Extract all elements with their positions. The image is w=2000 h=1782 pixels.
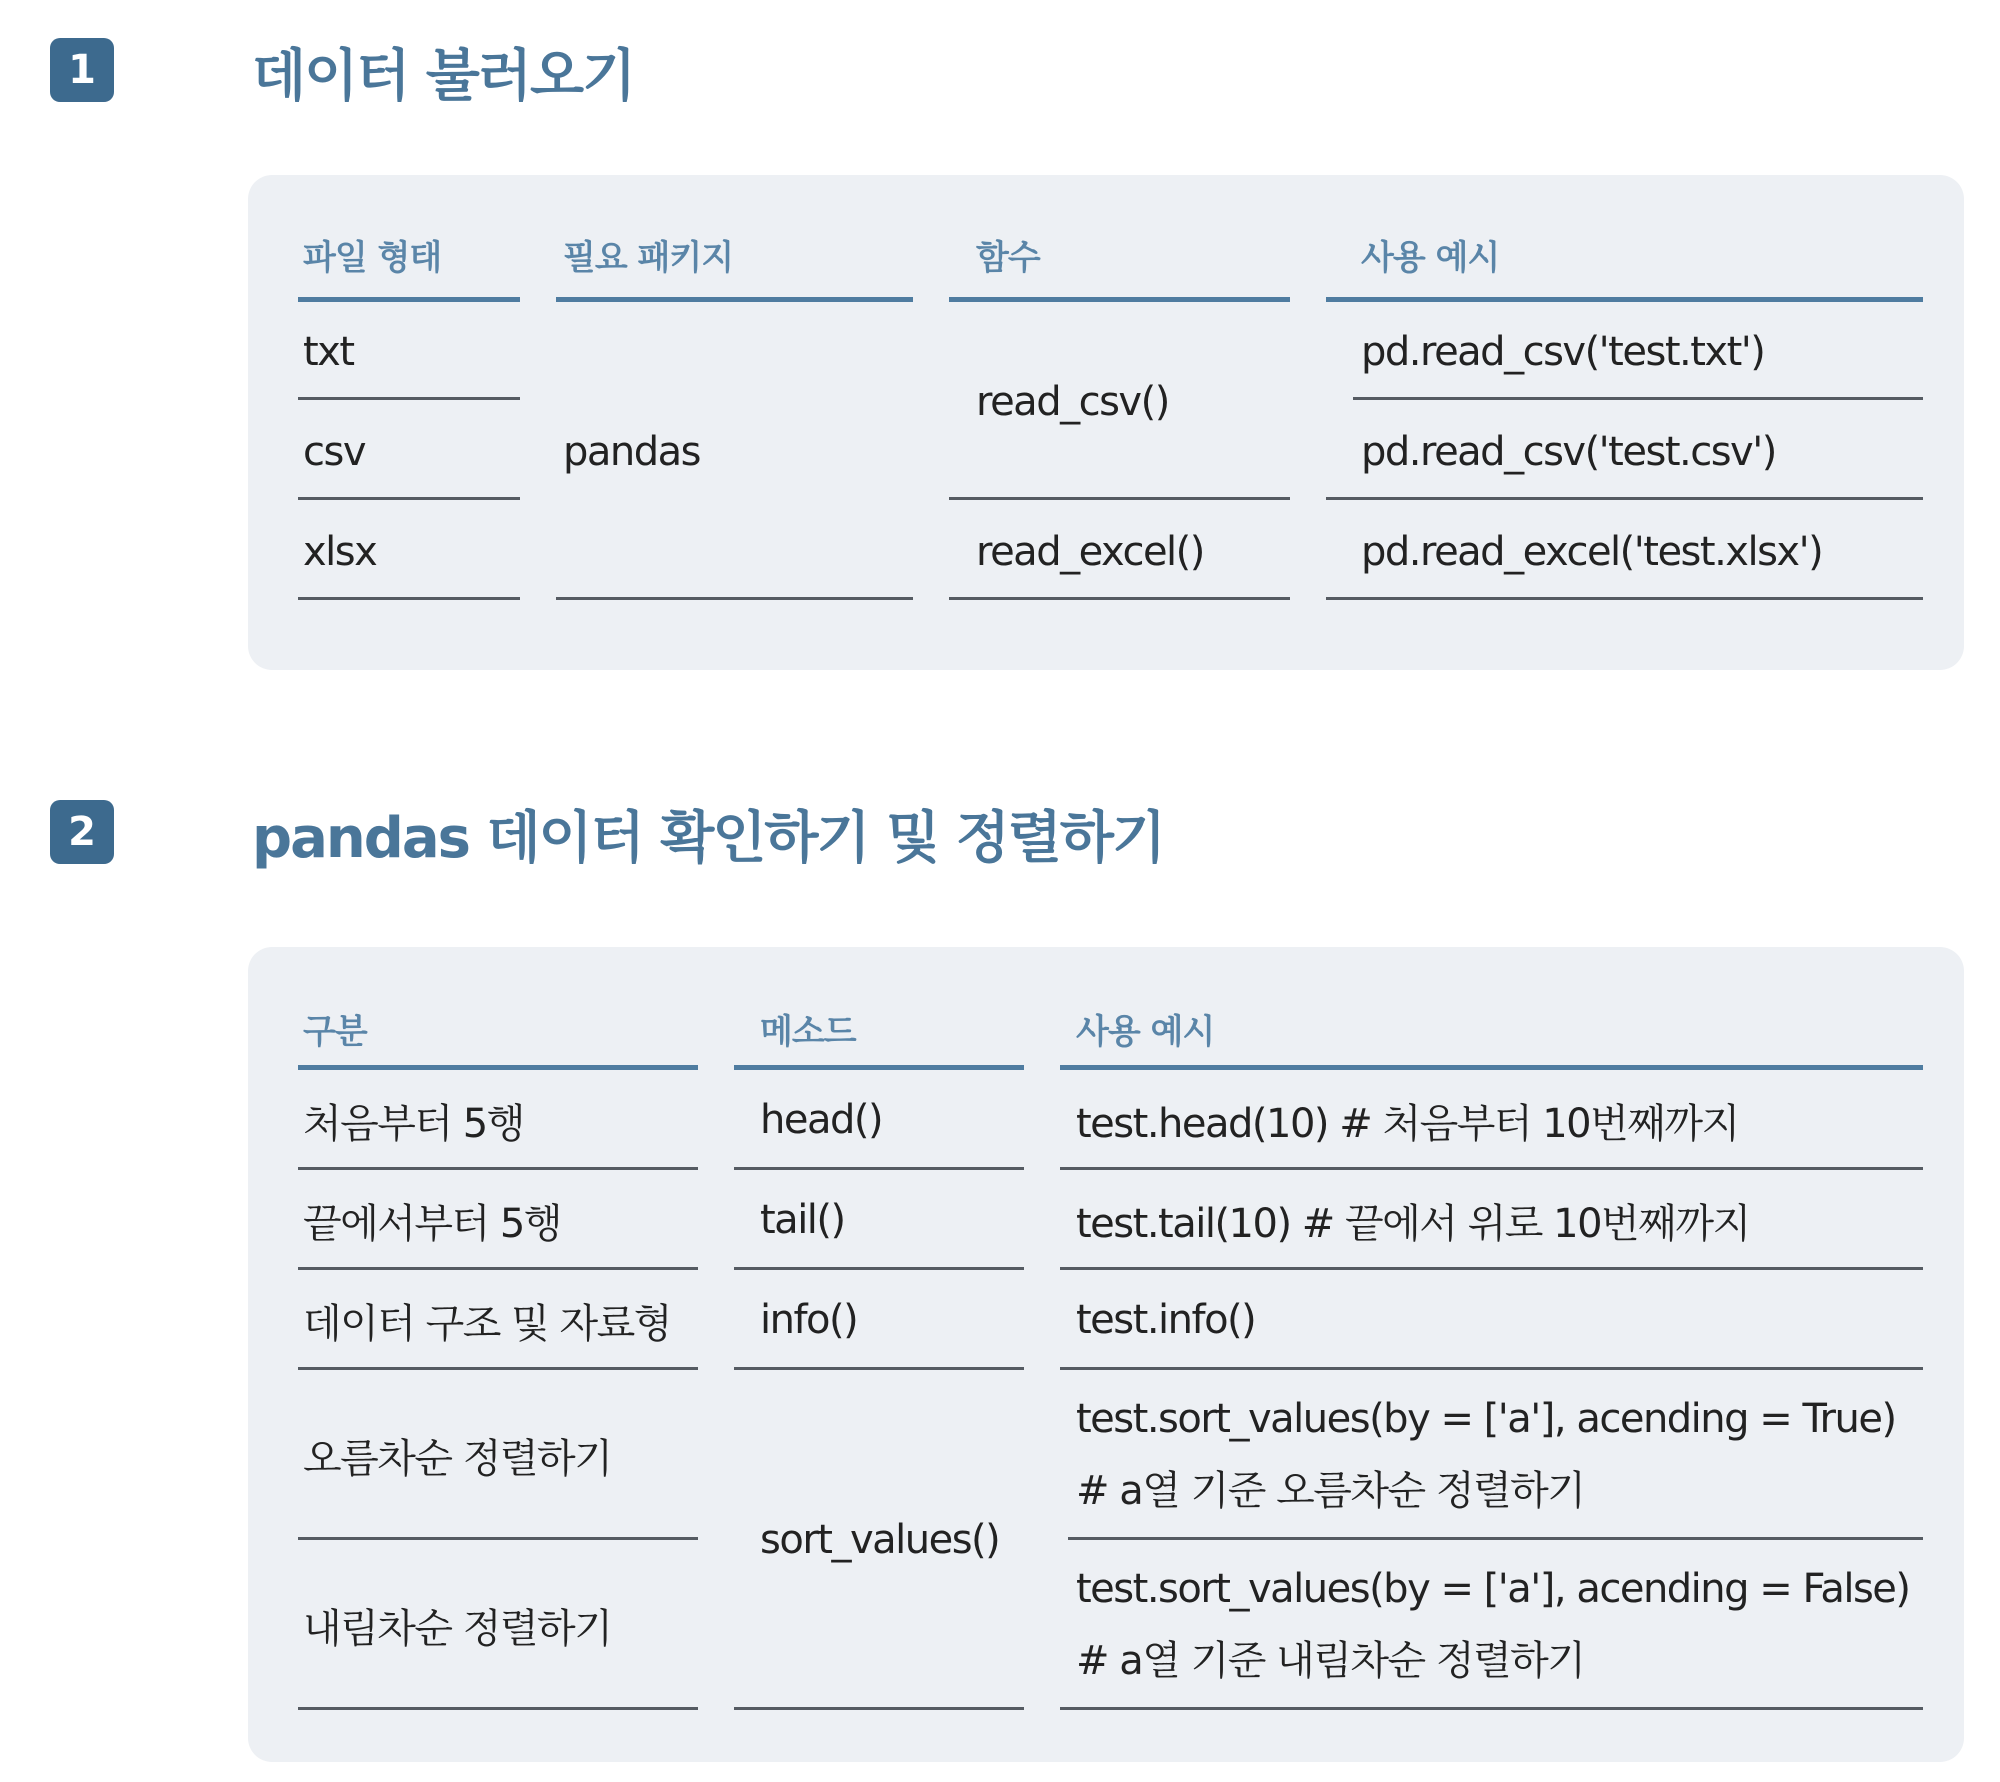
row-divider bbox=[298, 1267, 698, 1270]
column-header: 사용 예시 bbox=[1076, 1012, 1215, 1052]
data-check-sort-table bbox=[248, 947, 1964, 1762]
example-cell: pd.read_csv('test.csv') bbox=[1361, 429, 1776, 475]
row-divider bbox=[298, 597, 520, 600]
category-cell: 처음부터 5행 bbox=[303, 1100, 524, 1147]
example-code: test.sort_values(by = ['a'], acending = True) bbox=[1076, 1396, 1896, 1442]
example-cell bbox=[1076, 1540, 1910, 1710]
row-divider bbox=[949, 597, 1290, 600]
method-cell: head() bbox=[760, 1097, 883, 1143]
section-number-badge: 2 bbox=[50, 800, 114, 864]
section-number-badge: 1 bbox=[50, 38, 114, 102]
function-cell: read_excel() bbox=[976, 529, 1204, 575]
row-divider bbox=[734, 1167, 1024, 1170]
example-cell: pd.read_excel('test.xlsx') bbox=[1361, 529, 1823, 575]
row-divider bbox=[1060, 1707, 1923, 1710]
file-type-cell: csv bbox=[303, 429, 366, 475]
row-divider bbox=[1060, 1167, 1923, 1170]
file-type-cell: txt bbox=[303, 329, 354, 375]
row-divider bbox=[1060, 1367, 1923, 1370]
column-header: 파일 형태 bbox=[303, 238, 442, 278]
row-divider bbox=[949, 497, 1290, 500]
example-comment: # a열 기준 내림차순 정렬하기 bbox=[1076, 1638, 1585, 1684]
row-divider bbox=[298, 397, 520, 400]
row-divider bbox=[298, 1537, 698, 1540]
package-cell: pandas bbox=[563, 429, 700, 475]
file-load-table bbox=[248, 175, 1964, 670]
row-divider bbox=[298, 497, 520, 500]
example-cell bbox=[1076, 1370, 1896, 1540]
function-cell: read_csv() bbox=[976, 379, 1169, 425]
method-cell: sort_values() bbox=[760, 1517, 1000, 1563]
method-cell: info() bbox=[760, 1297, 858, 1343]
column-header: 사용 예시 bbox=[1361, 238, 1500, 278]
row-divider bbox=[556, 597, 913, 600]
method-cell: tail() bbox=[760, 1197, 845, 1243]
category-cell: 오름차순 정렬하기 bbox=[303, 1435, 612, 1482]
row-divider bbox=[734, 1707, 1024, 1710]
row-divider bbox=[298, 1167, 698, 1170]
example-code: test.sort_values(by = ['a'], acending = False) bbox=[1076, 1566, 1910, 1612]
row-divider bbox=[1060, 1267, 1923, 1270]
category-cell: 끝에서부터 5행 bbox=[303, 1200, 562, 1247]
row-divider bbox=[734, 1367, 1024, 1370]
row-divider bbox=[1353, 397, 1923, 400]
example-comment: # a열 기준 오름차순 정렬하기 bbox=[1076, 1468, 1585, 1514]
section-title: pandas 데이터 확인하기 및 정렬하기 bbox=[252, 806, 1165, 871]
row-divider bbox=[1326, 597, 1923, 600]
column-header: 필요 패키지 bbox=[563, 238, 734, 278]
example-cell: test.head(10) # 처음부터 10번째까지 bbox=[1076, 1100, 1739, 1147]
column-header: 함수 bbox=[976, 238, 1040, 278]
row-divider bbox=[1068, 1537, 1923, 1540]
row-divider bbox=[298, 1707, 698, 1710]
row-divider bbox=[1326, 497, 1923, 500]
section-title: 데이터 불러오기 bbox=[252, 44, 635, 109]
category-cell: 데이터 구조 및 자료형 bbox=[303, 1300, 671, 1347]
file-type-cell: xlsx bbox=[303, 529, 377, 575]
row-divider bbox=[734, 1267, 1024, 1270]
row-divider bbox=[298, 1367, 698, 1370]
example-cell: test.info() bbox=[1076, 1297, 1256, 1343]
category-cell: 내림차순 정렬하기 bbox=[303, 1605, 612, 1652]
example-cell: pd.read_csv('test.txt') bbox=[1361, 329, 1765, 375]
example-cell: test.tail(10) # 끝에서 위로 10번째까지 bbox=[1076, 1200, 1750, 1247]
header-divider bbox=[556, 297, 913, 302]
column-header: 구분 bbox=[303, 1012, 367, 1052]
column-header: 메소드 bbox=[760, 1012, 856, 1052]
